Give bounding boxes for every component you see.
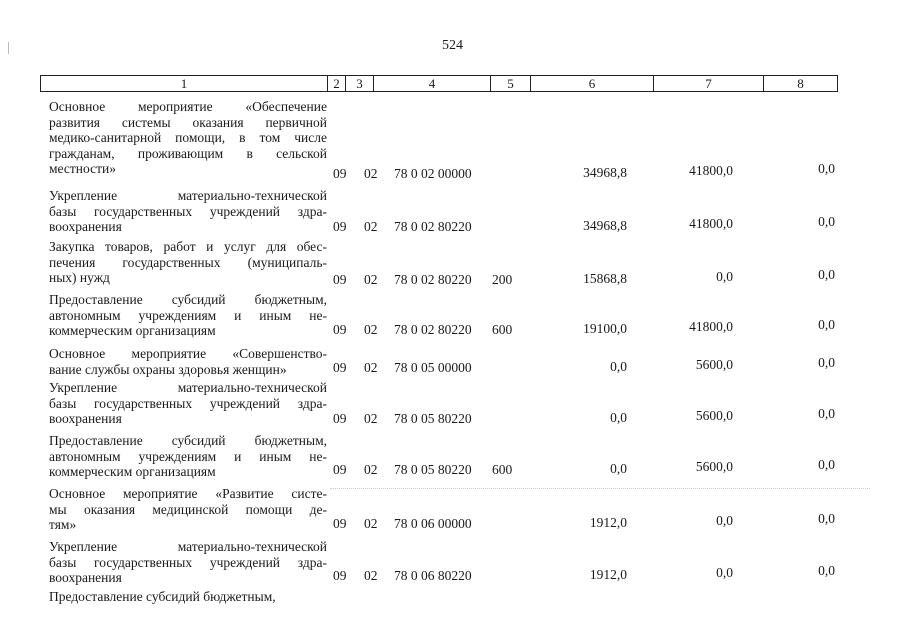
cell-col-2: 09 (333, 516, 347, 531)
cell-col-6: 19100,0 (583, 321, 627, 336)
description-line: базы государственных учреждений здра- (49, 554, 327, 570)
cell-col-7: 5600,0 (695, 459, 733, 474)
description-line: Основное мероприятие «Совершенство- (49, 346, 327, 361)
description-line: Предоставление субсидий бюджетным, (49, 292, 327, 307)
description-line: мы оказания медицинской помощи де- (49, 501, 327, 517)
cell-col-3: 02 (364, 462, 378, 477)
header-col-5: 5 (491, 76, 531, 92)
description-line: вание службы охраны здоровья женщин» (49, 361, 287, 377)
description-line: Укрепление материально-технической (49, 539, 327, 554)
cell-col-4: 78 0 02 80220 (394, 272, 472, 287)
cell-col-7: 41800,0 (689, 163, 733, 178)
cell-col-3: 02 (364, 219, 378, 234)
header-col-4: 4 (374, 76, 491, 92)
description-line: воохранения (49, 570, 122, 586)
description-line: Укрепление материально-технической (49, 380, 327, 395)
cell-col-2: 09 (333, 166, 347, 181)
column-header-row (40, 75, 838, 92)
cell-col-5: 200 (492, 272, 513, 287)
cell-col-2: 09 (333, 322, 347, 337)
row-description (49, 188, 327, 235)
cell-col-6: 15868,8 (583, 271, 627, 286)
cell-col-2: 09 (333, 272, 347, 287)
row-description (49, 486, 327, 533)
cell-col-3: 02 (364, 568, 378, 583)
cell-col-3: 02 (364, 516, 378, 531)
cell-col-6: 0,0 (610, 461, 627, 476)
cell-col-8: 0,0 (818, 267, 835, 282)
description-line: Укрепление материально-технической (49, 188, 327, 203)
header-col-1: 1 (41, 76, 328, 92)
cell-col-5: 600 (492, 322, 513, 337)
cell-col-3: 02 (364, 322, 378, 337)
cell-col-4: 78 0 06 80220 (394, 568, 472, 583)
cell-col-7: 0,0 (716, 269, 733, 284)
row-description (49, 380, 327, 427)
header-col-3: 3 (346, 76, 374, 92)
cell-col-4: 78 0 02 80220 (394, 219, 472, 234)
cell-col-2: 09 (333, 360, 347, 375)
cell-col-6: 34968,8 (583, 165, 627, 180)
cell-col-8: 0,0 (818, 511, 835, 526)
description-line: автономным учреждениям и иным не- (49, 448, 327, 464)
cell-col-2: 09 (333, 219, 347, 234)
row-description (49, 433, 327, 480)
cell-col-6: 1912,0 (589, 567, 627, 582)
cell-col-8: 0,0 (818, 355, 835, 370)
description-line: базы государственных учреждений здра- (49, 395, 327, 411)
cell-col-6: 1912,0 (589, 515, 627, 530)
cell-col-8: 0,0 (818, 563, 835, 578)
description-line: коммерческим организациям (49, 464, 216, 480)
cell-col-5: 600 (492, 462, 513, 477)
cell-col-7: 41800,0 (689, 216, 733, 231)
cell-col-3: 02 (364, 360, 378, 375)
header-col-6: 6 (531, 76, 654, 92)
cell-col-2: 09 (333, 568, 347, 583)
description-line: печения государственных (муниципаль- (49, 254, 327, 270)
cell-col-8: 0,0 (818, 214, 835, 229)
description-line: ных) нужд (49, 270, 110, 286)
description-line: медико-санитарной помощи, в том числе (49, 130, 327, 146)
description-line: базы государственных учреждений здра- (49, 203, 327, 219)
cell-col-3: 02 (364, 166, 378, 181)
cell-col-4: 78 0 05 80220 (394, 462, 472, 477)
scan-artifact-line (330, 488, 870, 489)
cell-col-2: 09 (333, 462, 347, 477)
cell-col-4: 78 0 02 80220 (394, 322, 472, 337)
row-description (49, 292, 327, 339)
cell-col-3: 02 (364, 411, 378, 426)
cell-col-4: 78 0 02 00000 (394, 166, 472, 181)
description-line: развития системы оказания первичной (49, 114, 327, 130)
cell-col-8: 0,0 (818, 406, 835, 421)
cell-col-4: 78 0 05 80220 (394, 411, 472, 426)
page-number: 524 (442, 38, 463, 53)
row-description (49, 239, 327, 286)
cell-col-3: 02 (364, 272, 378, 287)
description-line: тям» (49, 517, 77, 533)
cell-col-6: 34968,8 (583, 218, 627, 233)
cell-col-7: 5600,0 (695, 408, 733, 423)
row-description (49, 346, 327, 377)
cell-col-4: 78 0 05 00000 (394, 360, 472, 375)
row-description (49, 589, 327, 605)
description-line: местности» (49, 161, 116, 177)
description-line: коммерческим организациям (49, 323, 216, 339)
header-col-2: 2 (328, 76, 346, 92)
row-description (49, 99, 327, 177)
description-line: Основное мероприятие «Развитие систе- (49, 486, 327, 501)
description-line: Основное мероприятие «Обеспечение (49, 99, 327, 114)
cell-col-4: 78 0 06 00000 (394, 516, 472, 531)
row-description (49, 539, 327, 586)
cell-col-6: 0,0 (610, 410, 627, 425)
description-line: гражданам, проживающим в сельской (49, 145, 327, 161)
description-line: воохранения (49, 219, 122, 235)
description-line: автономным учреждениям и иным не- (49, 307, 327, 323)
header-col-7: 7 (654, 76, 764, 92)
cell-col-2: 09 (333, 411, 347, 426)
cell-col-7: 41800,0 (689, 319, 733, 334)
cell-col-7: 5600,0 (695, 357, 733, 372)
description-line: Предоставление субсидий бюджетным, (49, 433, 327, 448)
header-col-8: 8 (764, 76, 838, 92)
cell-col-7: 0,0 (716, 513, 733, 528)
cell-col-8: 0,0 (818, 317, 835, 332)
cell-col-6: 0,0 (610, 359, 627, 374)
description-line: Закупка товаров, работ и услуг для обес- (49, 239, 327, 254)
cell-col-7: 0,0 (716, 565, 733, 580)
description-line: воохранения (49, 411, 122, 427)
cell-col-8: 0,0 (818, 457, 835, 472)
description-line: Предоставление субсидий бюджетным, (49, 589, 276, 604)
cell-col-8: 0,0 (818, 161, 835, 176)
